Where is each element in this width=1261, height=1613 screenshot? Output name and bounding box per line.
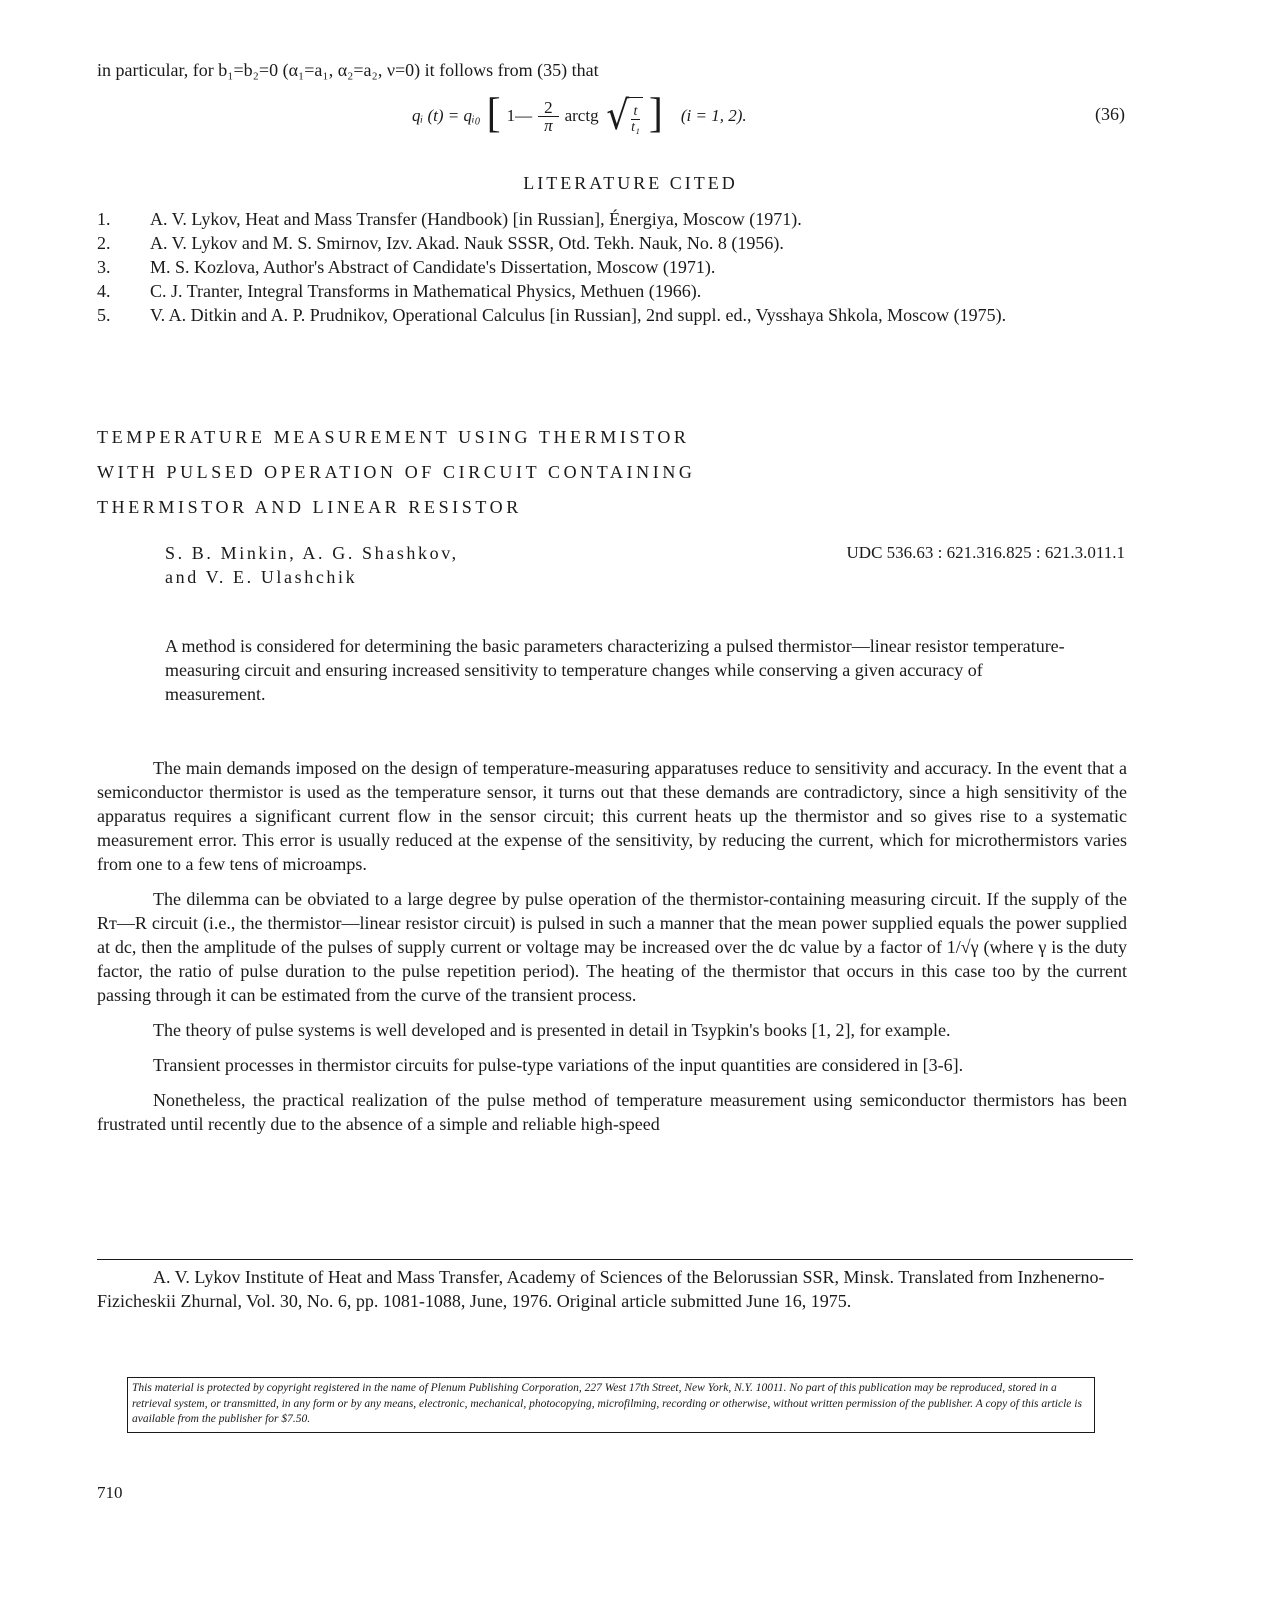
- left-bracket: [: [486, 91, 501, 137]
- reference-item: [97, 255, 1127, 279]
- reference-text: C. J. Tranter, Integral Transforms in Mathematical Physics, Methuen (1966).: [150, 281, 702, 301]
- radicand: [628, 97, 643, 135]
- article-authors: S. B. Minkin, A. G. Shashkov, and V. E. Ulashchik: [165, 543, 459, 587]
- sqrt-denominator: t₁: [631, 120, 640, 135]
- reference-item: [97, 279, 1127, 303]
- article-abstract: A method is considered for determining the basic parameters characterizing a pulsed thermistor—linear resistor temperature-measuring circuit and ensuring increased sensitivity to temperature changes while conserving a given accuracy of measurement.: [165, 636, 1065, 704]
- reference-number: 2.: [97, 233, 111, 253]
- equation-lhs: qᵢ (t) = qᵢ₀: [412, 106, 481, 125]
- copyright-notice: This material is protected by copyright registered in the name of Plenum Publishing Corporation, 227 West 17th Street, New York, N.Y. 10011. No part of this publication may be reproduced, stored in a retrieval system, or transmitted, in any form or by any means, electronic, mechanical, photocopying, microfilming, recording or otherwise, without written permission of the publisher. A copy of this article is available from the publisher for $7.50.: [127, 1377, 1095, 1433]
- article-title: TEMPERATURE MEASUREMENT USING THERMISTOR WITH PULSED OPERATION OF CIRCUIT CONTAINING THERMISTOR AND LINEAR RESISTOR: [97, 427, 696, 517]
- reference-text: A. V. Lykov and M. S. Smirnov, Izv. Akad. Nauk SSSR, Otd. Tekh. Nauk, No. 8 (1956).: [150, 233, 784, 253]
- reference-number: 4.: [97, 281, 111, 301]
- equation-fraction: [538, 99, 559, 134]
- sqrt-fraction: [628, 104, 643, 135]
- equation-number: (36): [1095, 104, 1125, 124]
- affiliation-footnote: A. V. Lykov Institute of Heat and Mass Transfer, Academy of Sciences of the Belorussian SSR, Minsk. Translated from Inzhenerno-Fizicheskii Zhurnal, Vol. 30, No. 6, pp. 1081-1088, June, 1976. Original article submitted June 16, 1975.: [97, 1267, 1105, 1311]
- equation-36: [412, 91, 747, 139]
- article-body: [97, 756, 1127, 1147]
- footnote-divider: [97, 1259, 1133, 1260]
- body-paragraph: The dilemma can be obviated to a large degree by pulse operation of the thermistor-containing measuring circuit. If the supply of the Rᴛ—R circuit (i.e., the thermistor—linear resistor circuit) is pulsed in such a manner that the mean power supplied equals the power supplied at dc, then the amplitude of the pulses of supply current or voltage may be increased over the dc value by a factor of 1/√γ (where γ is the duty factor, the ratio of pulse duration to the pulse repetition period). The heating of the thermistor that occurs in this case too by the current passing through it can be estimated from the curve of the transient process.: [97, 889, 1127, 1005]
- reference-item: [97, 231, 1127, 255]
- page-number: 710: [97, 1483, 123, 1502]
- radical-sign: √: [605, 93, 629, 139]
- sqrt-numerator: t: [631, 104, 641, 120]
- reference-text: M. S. Kozlova, Author's Abstract of Candidate's Dissertation, Moscow (1971).: [150, 257, 716, 277]
- fraction-denominator: π: [544, 115, 553, 135]
- udc-code: UDC 536.63 : 621.316.825 : 621.3.011.1: [846, 543, 1125, 562]
- equation-condition: (i = 1, 2).: [680, 106, 747, 125]
- literature-cited-heading: LITERATURE CITED: [523, 173, 738, 193]
- reference-number: 5.: [97, 305, 111, 325]
- body-paragraph: The theory of pulse systems is well developed and is presented in detail in Tsypkin's books [1, 2], for example.: [153, 1020, 951, 1040]
- body-paragraph: Transient processes in thermistor circuits for pulse-type variations of the input quantities are considered in [3-6].: [153, 1055, 964, 1075]
- body-paragraph: The main demands imposed on the design of temperature-measuring apparatuses reduce to sensitivity and accuracy. In the event that a semiconductor thermistor is used as the temperature sensor, it turns out that these demands are contradictory, since a high sensitivity of the apparatus requires a significant current flow in the sensor circuit; this current heats up the thermistor and so gives rise to a systematic measurement error. This error is usually reduced at the expense of the sensitivity, by reducing the current, which for microthermistors varies from one to a few tens of microamps.: [97, 758, 1127, 874]
- reference-list: [97, 207, 1127, 327]
- equation-one-minus: 1—: [506, 106, 533, 125]
- reference-item: [97, 207, 1127, 231]
- reference-text: A. V. Lykov, Heat and Mass Transfer (Handbook) [in Russian], Énergiya, Moscow (1971).: [150, 209, 802, 229]
- equation-sqrt: [605, 93, 643, 139]
- body-paragraph: Nonetheless, the practical realization of the pulse method of temperature measurement using semiconductor thermistors has been frustrated until recently due to the absence of a simple and reliable high-speed: [97, 1090, 1127, 1134]
- reference-number: 1.: [97, 209, 111, 229]
- right-bracket: ]: [648, 91, 663, 137]
- reference-text: V. A. Ditkin and A. P. Prudnikov, Operational Calculus [in Russian], 2nd suppl. ed., Vysshaya Shkola, Moscow (1975).: [150, 305, 1007, 325]
- fraction-numerator: 2: [538, 99, 559, 117]
- reference-item: [97, 303, 1127, 327]
- equation-function: arctg: [564, 106, 599, 125]
- intro-line: in particular, for b₁=b₂=0 (α₁=a₁, α₂=a₂, ν=0) it follows from (35) that: [97, 60, 599, 80]
- reference-number: 3.: [97, 257, 111, 277]
